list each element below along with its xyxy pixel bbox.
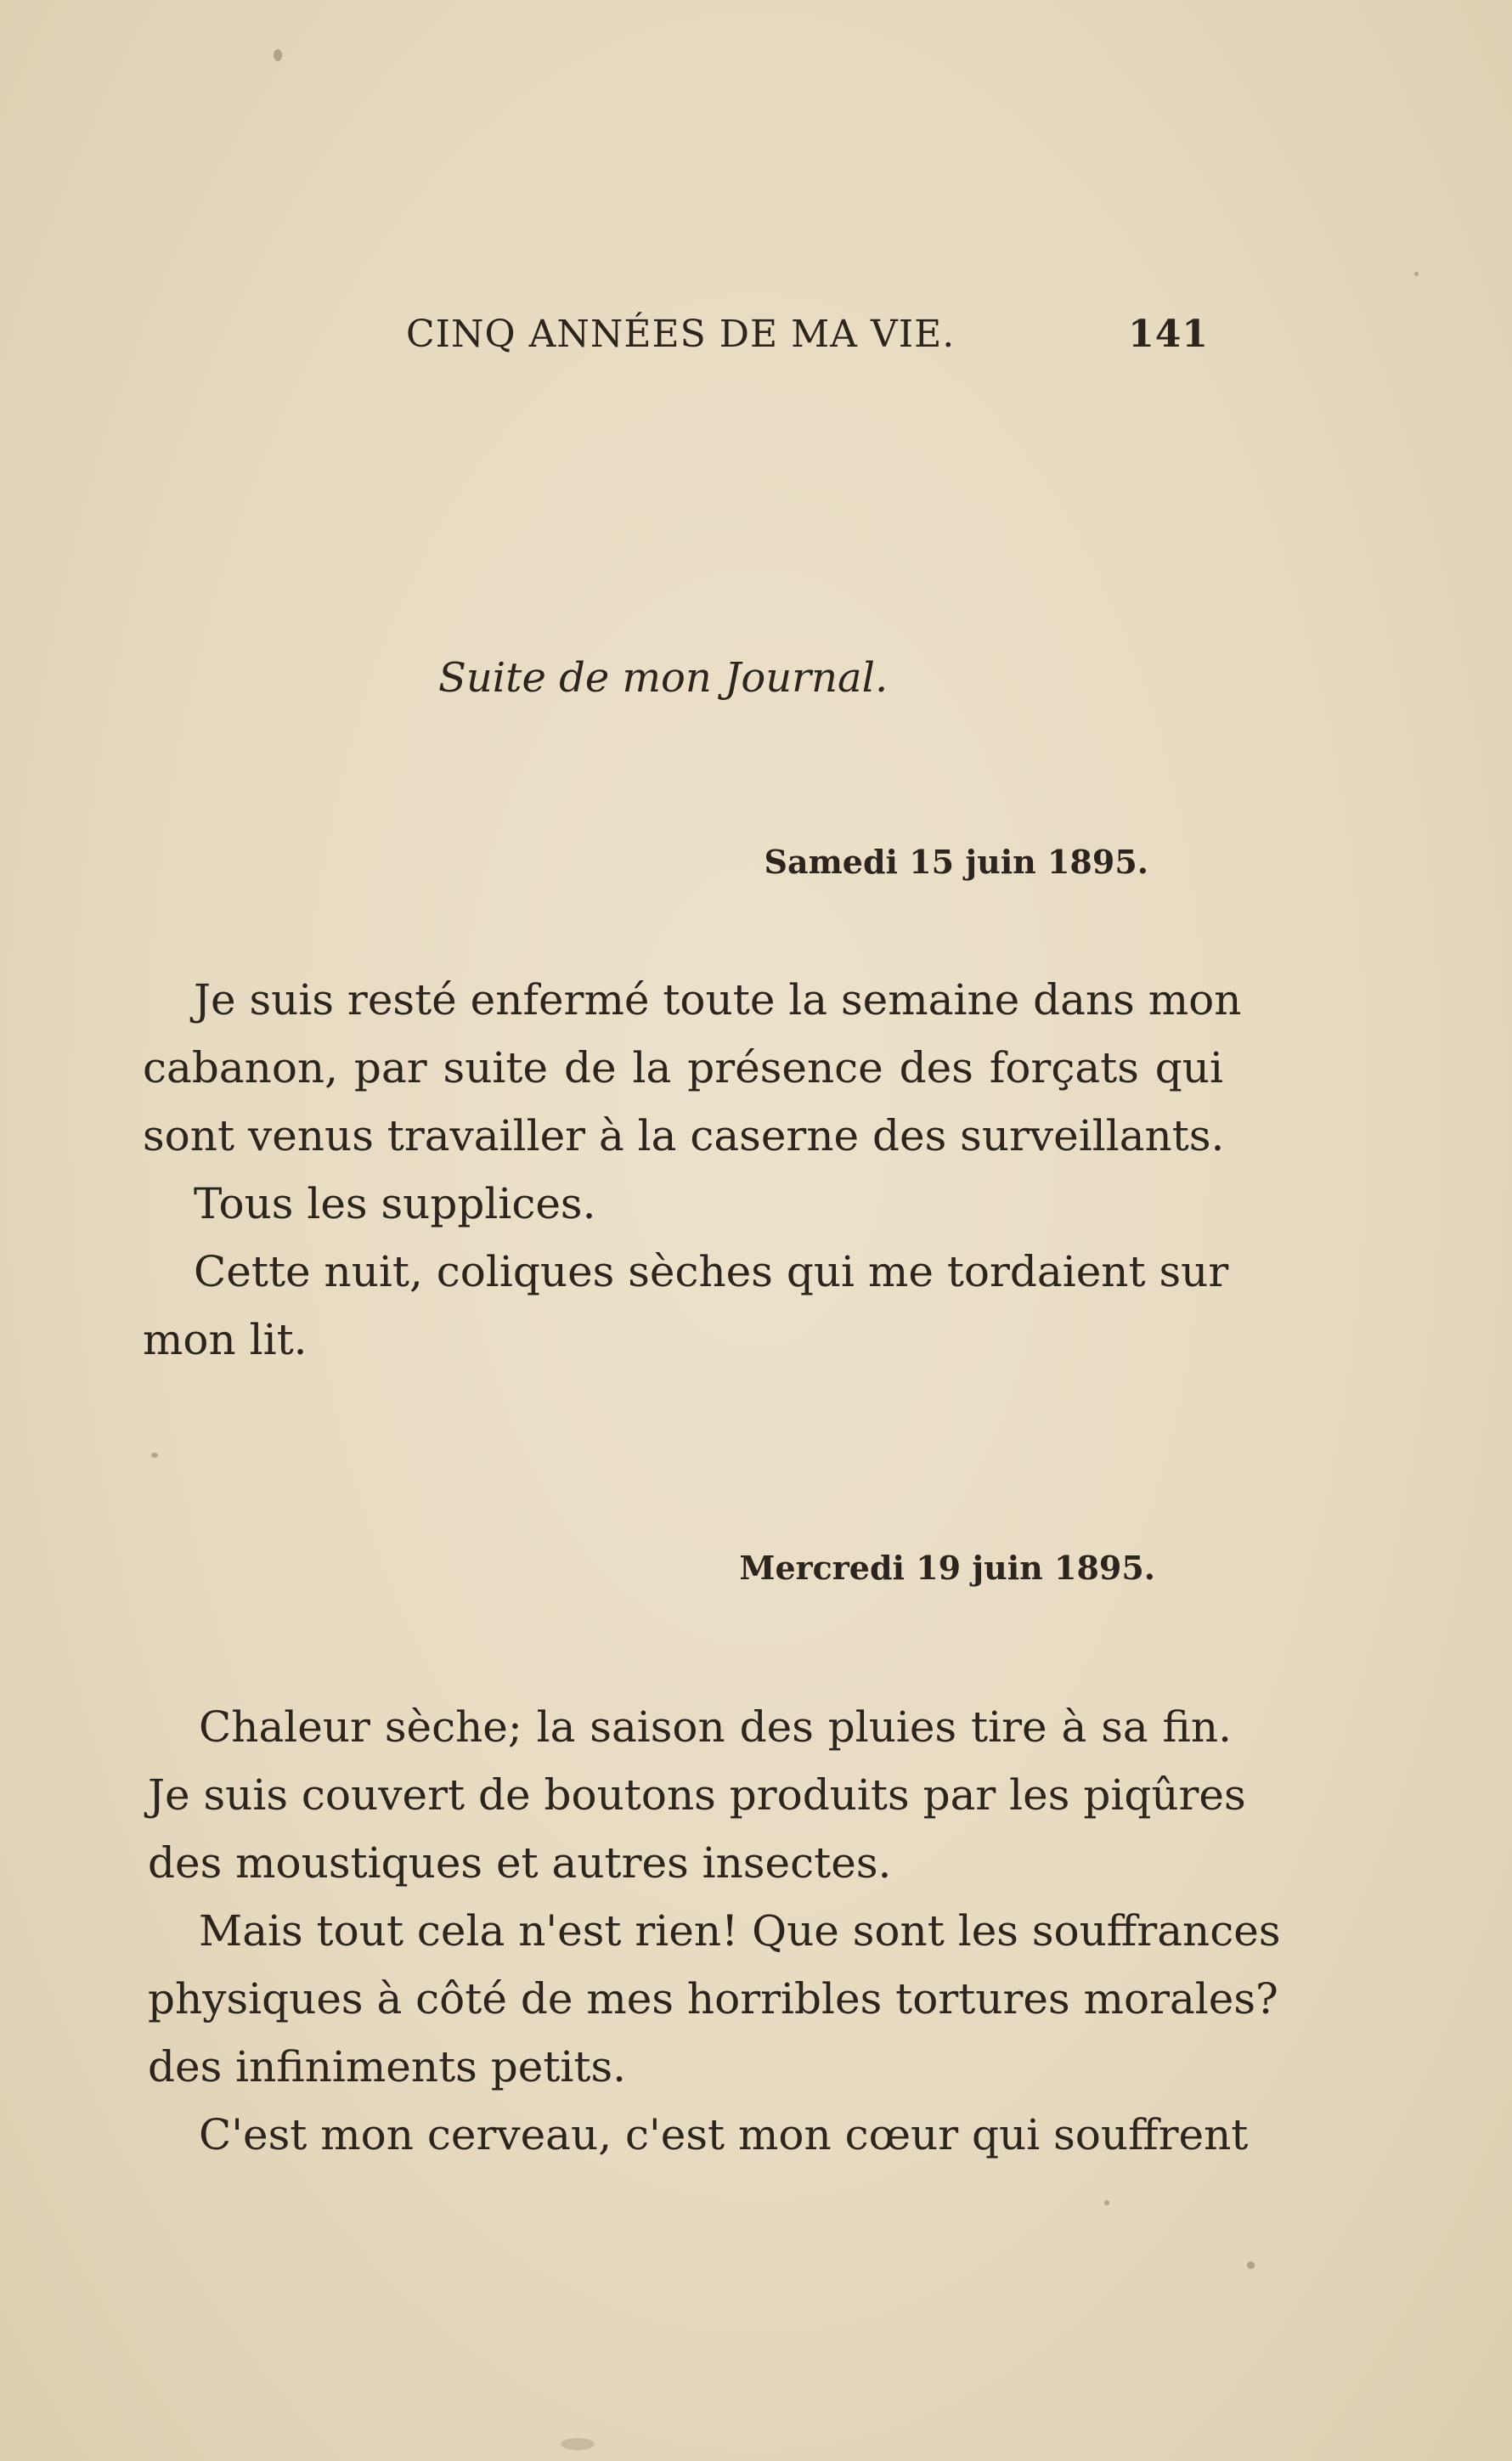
paper-speck [561, 2438, 595, 2450]
entry-body [143, 966, 1242, 1374]
text-line: cabanon, par suite de la présence des forçats qui [143, 1043, 1223, 1092]
running-head-title: CINQ ANNÉES DE MA VIE. [406, 313, 956, 356]
text-line: des moustiques et autres insectes. [148, 1838, 892, 1888]
entry-body [148, 1693, 1281, 2169]
text-line: Cette nuit, coliques sèches qui me tordaient sur [194, 1247, 1229, 1296]
paper-speck [1104, 2200, 1109, 2205]
text-line: Je suis couvert de boutons produits par les piqûres [148, 1770, 1246, 1820]
paper-speck [274, 49, 282, 61]
text-line: Mais tout cela n'est rien! Que sont les souffrances [199, 1906, 1281, 1956]
text-line: Tous les supplices. [194, 1179, 596, 1228]
text-line: physiques à côté de mes horribles tortures morales? [148, 1974, 1278, 2024]
text-line: des infiniments petits. [148, 2042, 627, 2091]
paper-speck [1247, 2261, 1255, 2269]
text-line: Chaleur sèche; la saison des pluies tire à sa fin. [199, 1702, 1232, 1752]
text-line: sont venus travailler à la caserne des surveillants. [143, 1111, 1225, 1160]
entry-date: Samedi 15 juin 1895. [764, 843, 1148, 881]
text-line: C'est mon cerveau, c'est mon cœur qui souffrent [199, 2110, 1249, 2159]
running-head [406, 306, 1209, 365]
paper-speck [1414, 272, 1419, 276]
section-title: Suite de mon Journal. [438, 654, 889, 702]
paper-speck [151, 1453, 158, 1458]
text-line: Je suis resté enfermé toute la semaine dans mon [194, 975, 1242, 1024]
text-line: mon lit. [143, 1315, 307, 1364]
entry-date: Mercredi 19 juin 1895. [739, 1549, 1155, 1587]
page-number: 141 [1128, 313, 1209, 356]
